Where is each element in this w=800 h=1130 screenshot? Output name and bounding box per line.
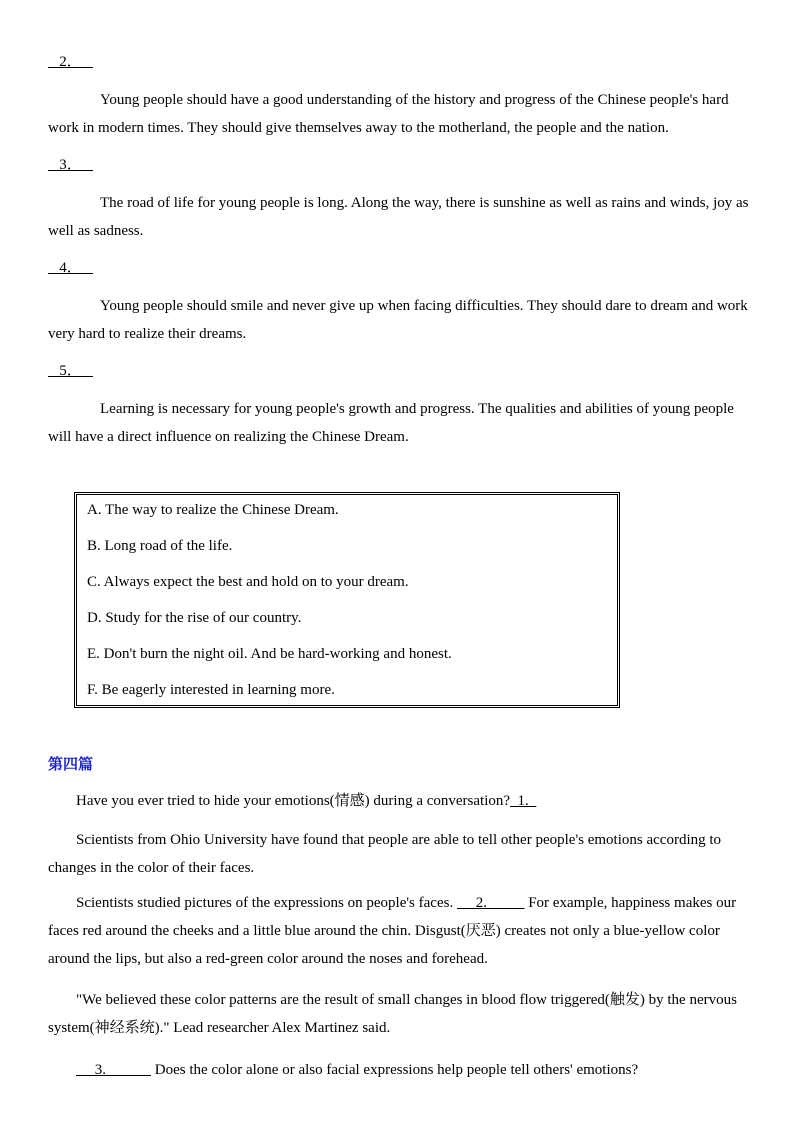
p4: "We believed these color patterns are the result of small changes in blood flow triggered(触发) by the nervous system(神经系统)." Lead researcher Alex Martinez said. bbox=[48, 992, 737, 1036]
option-d: D. Study for the rise of our country. bbox=[87, 610, 302, 626]
option-f: F. Be eagerly interested in learning more. bbox=[87, 682, 335, 698]
section-title: 第四篇 bbox=[48, 757, 94, 773]
blank-3[interactable]: 3． bbox=[48, 157, 94, 173]
blank-b2[interactable]: 2. bbox=[456, 895, 525, 911]
paragraph-3: The road of life for young people is long. Along the way, there is sunshine as well as rains and winds, joy as well as sadness. bbox=[48, 195, 749, 239]
paragraph-2: Young people should have a good understanding of the history and progress of the Chinese people's hard work in modern times. They should give themselves away to the motherland, the people and the nation. bbox=[48, 92, 729, 136]
blank-2[interactable]: 2． bbox=[48, 54, 94, 70]
options-box bbox=[74, 492, 620, 708]
option-e: E. Don't burn the night oil. And be hard-working and honest. bbox=[87, 646, 452, 662]
p3: Scientists studied pictures of the expressions on people's faces. 2. For example, happiness makes our faces red around the cheeks and a little blue around the chin. Disgust(厌恶) creates not only a blue-yellow color around the lips, but also a red-green color around the noses and forehead. bbox=[48, 895, 737, 967]
blank-b3[interactable]: 3. bbox=[76, 1062, 151, 1078]
paragraph-4: Young people should smile and never give up when facing difficulties. They should dare to dream and work very hard to realize their dreams. bbox=[48, 298, 748, 342]
blank-4[interactable]: 4． bbox=[48, 260, 94, 276]
p1: Have you ever tried to hide your emotions(情感) during a conversation? 1. bbox=[76, 793, 537, 809]
blank-5[interactable]: 5． bbox=[48, 363, 94, 379]
paragraph-5: Learning is necessary for young people's growth and progress. The qualities and abilities of young people will have a direct influence on realizing the Chinese Dream. bbox=[48, 401, 734, 445]
p5: 3. Does the color alone or also facial expressions help people tell others' emotions? bbox=[76, 1062, 639, 1078]
option-c: C. Always expect the best and hold on to your dream. bbox=[87, 574, 409, 590]
blank-b1[interactable]: 1. bbox=[510, 793, 537, 809]
p2: Scientists from Ohio University have found that people are able to tell other people's emotions according to changes in the color of their faces. bbox=[48, 832, 722, 876]
option-a: A. The way to realize the Chinese Dream. bbox=[87, 502, 339, 518]
option-b: B. Long road of the life. bbox=[87, 538, 233, 554]
